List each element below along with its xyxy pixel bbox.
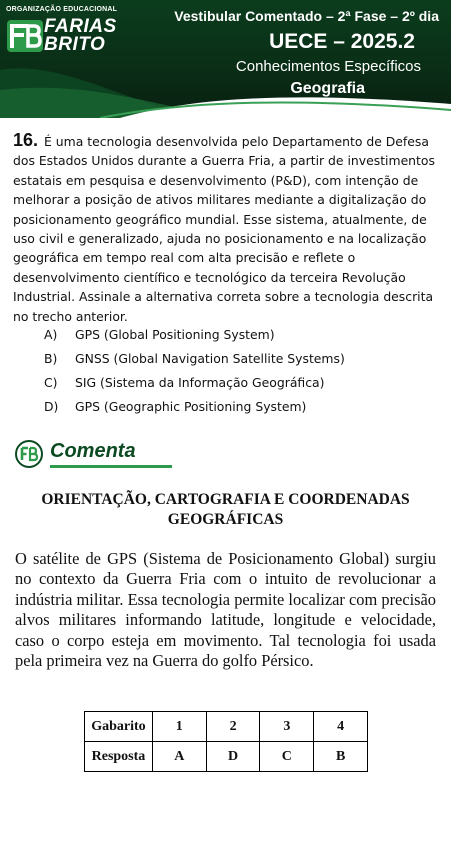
table-header-cell: Resposta bbox=[85, 742, 153, 772]
alternative-letter: D) bbox=[44, 399, 59, 414]
farias-brito-icon bbox=[15, 440, 43, 468]
alternative-c bbox=[44, 374, 444, 398]
table-cell: 4 bbox=[314, 712, 368, 742]
question-statement bbox=[13, 131, 441, 326]
answer-key-table bbox=[84, 711, 368, 772]
header-exam-year: UECE – 2025.2 bbox=[269, 30, 415, 53]
table-cell: D bbox=[206, 742, 260, 772]
table-cell: A bbox=[152, 742, 206, 772]
alternative-a bbox=[44, 326, 444, 350]
logo-word-farias: FARIAS bbox=[44, 16, 117, 37]
alternative-b bbox=[44, 350, 444, 374]
table-row bbox=[85, 742, 368, 772]
table-header-cell: Gabarito bbox=[85, 712, 153, 742]
alternative-text: GNSS (Global Navigation Satellite Systems) bbox=[75, 351, 345, 366]
table-cell: B bbox=[314, 742, 368, 772]
alternative-text: GPS (Geographic Positioning System) bbox=[75, 399, 307, 414]
logo-org-label: ORGANIZAÇÃO EDUCACIONAL bbox=[6, 6, 118, 13]
question-number: 16. bbox=[13, 130, 39, 150]
alternative-letter: A) bbox=[44, 327, 58, 342]
farias-brito-logo-icon bbox=[6, 18, 44, 54]
table-cell: C bbox=[260, 742, 314, 772]
table-cell: 1 bbox=[152, 712, 206, 742]
header-exam-area: Conhecimentos Específicos bbox=[235, 58, 421, 75]
page-header bbox=[0, 0, 451, 118]
table-cell: 3 bbox=[260, 712, 314, 742]
alternatives-list bbox=[44, 326, 444, 422]
logo-word-brito: BRITO bbox=[44, 34, 106, 55]
alternative-letter: B) bbox=[44, 351, 58, 366]
question-text: É uma tecnologia desenvolvida pelo Departamento de Defesa dos Estados Unidos durante a Guerra Fria, a partir de investimentos estatais em pesquisa e desenvolvimento (P&D), com intenção de melhorar a posição de ativos militares mediante a digitalização do posicionamento geográfico mundial. Esse sistema, atualmente, de uso civil e generalizado, ajuda no posicionamento e na localização geográfica em tempo real com alta precisão e reflete o desenvolvimento científico e tecnológico da terceira Revolução Industrial. Assinale a alternativa correta sobre a tecnologia descrita no trecho anterior. bbox=[13, 134, 435, 324]
comenta-heading bbox=[15, 438, 165, 470]
header-subject: Geografia bbox=[290, 80, 365, 97]
table-row bbox=[85, 712, 368, 742]
alternative-d bbox=[44, 398, 444, 422]
header-exam-title: Vestibular Comentado – 2ª Fase – 2º dia bbox=[174, 8, 439, 24]
section-title: ORIENTAÇÃO, CARTOGRAFIA E COORDENADAS GEOGRÁFICAS bbox=[41, 491, 410, 528]
alternative-text: SIG (Sistema da Informação Geográfica) bbox=[75, 375, 325, 390]
table-cell: 2 bbox=[206, 712, 260, 742]
comenta-underline bbox=[50, 465, 172, 468]
alternative-text: GPS (Global Positioning System) bbox=[75, 327, 275, 342]
alternative-letter: C) bbox=[44, 375, 58, 390]
comenta-label: Comenta bbox=[50, 440, 136, 462]
answer-explanation: O satélite de GPS (Sistema de Posicionamento Global) surgiu no contexto da Guerra Fria com o intuito de revolucionar a indústria militar. Essa tecnologia permite localizar com precisão alvos militares informando latitude, longitude e velocidade, caso o corpo esteja em movimento. Tal tecnologia foi usada pela primeira vez na Guerra do golfo Pérsico. bbox=[15, 549, 436, 671]
